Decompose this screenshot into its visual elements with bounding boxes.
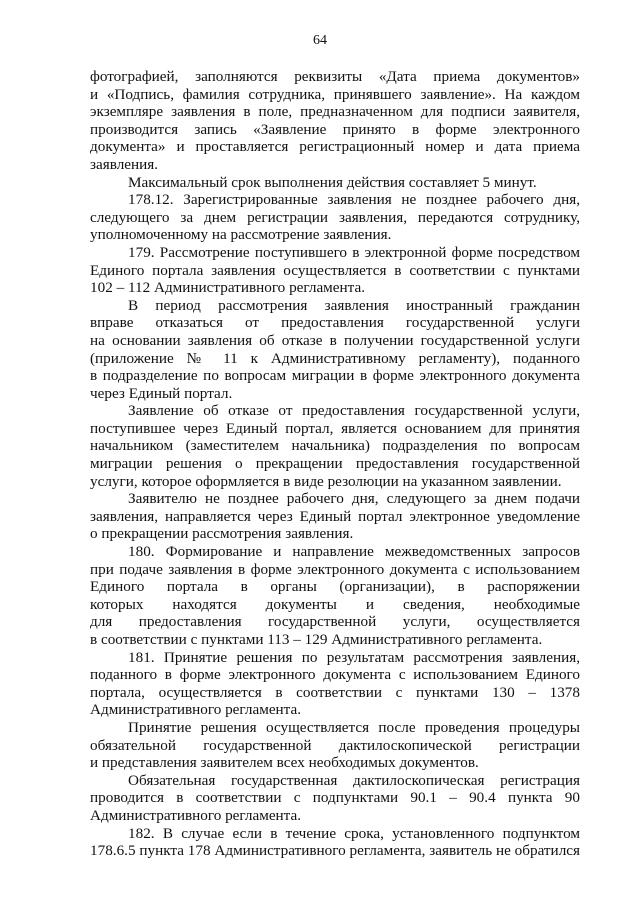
text-line: (приложение № 11 к Административному регламенту), поданного	[90, 349, 580, 367]
text-line: документа» и проставляется регистрационный номер и дата приема	[90, 138, 580, 156]
text-line: 182. В случае если в течение срока, установленного подпунктом	[128, 824, 580, 842]
text-line: в соответствии с пунктами 113 – 129 Административного регламента.	[90, 631, 543, 648]
paragraph	[90, 649, 580, 719]
text-line: через Единый портал.	[90, 384, 233, 402]
paragraph	[90, 543, 580, 649]
text-line: для предоставления государственной услуги, осуществляется	[90, 613, 580, 631]
text-line: 178.6.5 пункта 178 Административного регламента, заявитель не обратился	[90, 842, 580, 860]
paragraph	[90, 719, 580, 772]
text-line: Обязательная государственная дактилоскопическая регистрация	[128, 771, 580, 789]
paragraph	[90, 244, 580, 297]
text-line: 181. Принятие решения по результатам рассмотрения заявления,	[128, 648, 580, 666]
text-line: которых находятся документы и сведения, необходимые	[90, 595, 580, 613]
page-number: 64	[313, 33, 327, 48]
paragraph	[90, 174, 580, 192]
text-line: 178.12. Зарегистрированные заявления не позднее рабочего дня,	[128, 191, 580, 209]
paragraph	[90, 191, 580, 244]
text-line: 179. Рассмотрение поступившего в электронной форме посредством	[128, 243, 580, 261]
paragraph	[90, 402, 580, 490]
paragraph	[90, 772, 580, 825]
text-line: уполномоченному на рассмотрение заявления.	[90, 226, 392, 244]
text-line: поданного в форме электронного документа с использованием Единого	[90, 666, 580, 684]
text-line: при подаче заявления в форме электронного документа с использованием	[90, 560, 580, 578]
paragraph	[90, 825, 580, 860]
text-line: следующего за днем регистрации заявления, передаются сотруднику,	[90, 208, 580, 226]
text-line: в подразделение по вопросам миграции в форме электронного документа	[90, 367, 580, 385]
text-line: 180. Формирование и направление межведомственных запросов	[128, 543, 580, 561]
text-line: поступившее через Единый портал, является основанием для принятия	[90, 419, 580, 437]
text-line: вправе отказаться от предоставления государственной услуги	[90, 314, 580, 332]
document-body	[90, 68, 580, 860]
text-line: Административного регламента.	[90, 806, 302, 824]
text-line: услуги, которое оформляется в виде резолюции на указанном заявлении.	[90, 472, 562, 490]
text-line: о прекращении рассмотрения заявления.	[90, 525, 354, 543]
text-line: портала, осуществляется в соответствии с пунктами 130 – 1378	[90, 683, 580, 701]
text-line: экземпляре заявления в поле, предназначенном для подписи заявителя,	[90, 103, 580, 121]
text-line: В период рассмотрения заявления иностранный гражданин	[128, 296, 580, 314]
text-line: фотографией, заполняются реквизиты «Дата приема документов»	[90, 68, 580, 85]
text-line: 102 – 112 Административного регламента.	[90, 279, 366, 297]
text-line: Единого портала в органы (организации), в распоряжении	[90, 578, 580, 596]
text-line: Принятие решения осуществляется после проведения процедуры	[128, 718, 580, 736]
paragraph	[90, 490, 580, 543]
text-line: начальником (заместителем начальника) подразделения по вопросам	[90, 437, 580, 455]
text-line: обязательной государственной дактилоскопической регистрации	[90, 736, 580, 754]
text-line: Единого портала заявления осуществляется в соответствии с пунктами	[90, 261, 580, 279]
text-line: Максимальный срок выполнения действия составляет 5 минут.	[128, 173, 537, 191]
text-line: проводится в соответствии с подпунктами 90.1 – 90.4 пункта 90	[90, 789, 580, 807]
text-line: и представления заявителем всех необходимых документов.	[90, 754, 479, 772]
text-line: Заявление об отказе от предоставления государственной услуги,	[128, 402, 580, 420]
paragraph	[90, 297, 580, 403]
text-line: и «Подпись, фамилия сотрудника, принявшего заявление». На каждом	[90, 85, 580, 103]
text-line: Административного регламента.	[90, 701, 302, 719]
text-line: на основании заявления об отказе в получении государственной услуги	[90, 331, 580, 349]
paragraph	[90, 68, 580, 174]
text-line: заявления, направляется через Единый портал электронное уведомление	[90, 507, 580, 525]
text-line: заявления.	[90, 155, 159, 173]
text-line: миграции решения о прекращении предоставления государственной	[90, 455, 580, 473]
text-line: производится запись «Заявление принято в форме электронного	[90, 120, 580, 138]
text-line: Заявителю не позднее рабочего дня, следующего за днем подачи	[128, 490, 580, 508]
